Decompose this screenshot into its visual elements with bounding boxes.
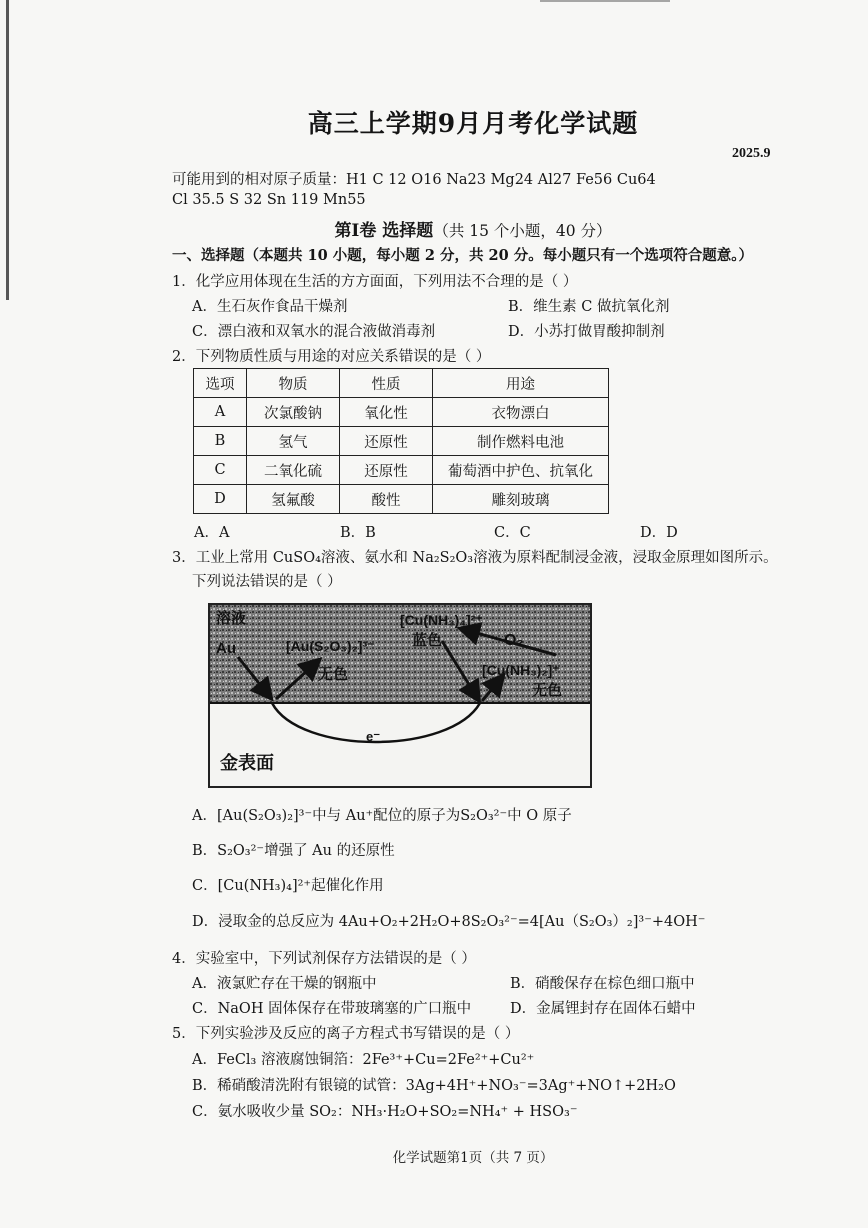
q2-table bbox=[193, 368, 609, 514]
q2-stem: 2．下列物质性质与用途的对应关系错误的是（ ） bbox=[172, 349, 491, 365]
q4-option-c: C．NaOH 固体保存在带玻璃塞的广口瓶中 bbox=[192, 1001, 472, 1017]
table-row bbox=[194, 485, 609, 514]
table-cell: D bbox=[194, 485, 247, 514]
section-note: （共 15 个小题，40 分） bbox=[433, 222, 612, 240]
label-cu-diammine: [Cu(NH₃)₂]⁺ bbox=[482, 662, 560, 678]
q3-option-a: A．[Au(S₂O₃)₂]³⁻中与 Au⁺配位的原子为S₂O₃²⁻中 O 原子 bbox=[192, 808, 572, 824]
q2-option-c: C．C bbox=[494, 525, 531, 541]
table-cell: 氢气 bbox=[247, 427, 340, 456]
table-cell: A bbox=[194, 398, 247, 427]
exam-title: 高三上学期9月月考化学试题 bbox=[307, 109, 639, 138]
table-row bbox=[194, 427, 609, 456]
gold-leaching-diagram bbox=[210, 605, 590, 786]
q3-option-c: C．[Cu(NH₃)₄]²⁺起催化作用 bbox=[192, 878, 384, 894]
table-cell: 二氧化硫 bbox=[247, 456, 340, 485]
table-cell: 氧化性 bbox=[340, 398, 433, 427]
q4-option-a: A．液氯贮存在干燥的钢瓶中 bbox=[192, 976, 377, 992]
part-one-title: 一、选择题（本题共 10 小题，每小题 2 分，共 20 分。每小题只有一个选项符合题意。） bbox=[172, 247, 753, 264]
q3-option-d: D．浸取金的总反应为 4Au+O₂+2H₂O+8S₂O₃²⁻=4[Au（S₂O₃）₂]³⁻+4OH⁻ bbox=[192, 914, 706, 930]
q1-option-d: D．小苏打做胃酸抑制剂 bbox=[508, 324, 665, 340]
table-cell: 氢氟酸 bbox=[247, 485, 340, 514]
q2-option-d: D．D bbox=[640, 525, 678, 541]
q1-option-a: A．生石灰作食品干燥剂 bbox=[192, 299, 348, 315]
q5-option-a: A．FeCl₃ 溶液腐蚀铜箔：2Fe³⁺+Cu=2Fe²⁺+Cu²⁺ bbox=[192, 1052, 535, 1068]
gold-leaching-figure bbox=[208, 603, 592, 788]
label-cu-blue: 蓝色 bbox=[412, 632, 443, 649]
table-header-cell: 用途 bbox=[433, 369, 609, 398]
table-cell: 葡萄酒中护色、抗氧化 bbox=[433, 456, 609, 485]
table-cell: 酸性 bbox=[340, 485, 433, 514]
label-cu-colorless: 无色 bbox=[532, 682, 563, 699]
atomic-masses-line-1: 可能用到的相对原子质量：H1 C 12 O16 Na23 Mg24 Al27 Fe56 Cu64 bbox=[172, 172, 656, 188]
q1-option-b: B．维生素 C 做抗氧化剂 bbox=[508, 299, 670, 315]
section-title: 第Ⅰ卷 选择题 bbox=[334, 221, 434, 241]
table-cell: 还原性 bbox=[340, 427, 433, 456]
label-au-colorless: 无色 bbox=[318, 666, 349, 683]
label-au-complex: [Au(S₂O₃)₂]³⁻ bbox=[286, 638, 375, 654]
table-cell: 雕刻玻璃 bbox=[433, 485, 609, 514]
exam-date: 2025.9 bbox=[732, 146, 771, 161]
label-o2: O₂ bbox=[504, 632, 524, 649]
table-header-row bbox=[194, 369, 609, 398]
table-header-cell: 选项 bbox=[194, 369, 247, 398]
table-cell: B bbox=[194, 427, 247, 456]
atomic-masses-line-2: Cl 35.5 S 32 Sn 119 Mn55 bbox=[172, 192, 366, 208]
gold-region bbox=[210, 704, 590, 786]
scan-edge-left bbox=[6, 0, 9, 300]
label-solution: 溶液 bbox=[216, 610, 247, 627]
q2-option-a: A．A bbox=[194, 525, 230, 541]
table-cell: 衣物漂白 bbox=[433, 398, 609, 427]
q1-option-c: C．漂白液和双氧水的混合液做消毒剂 bbox=[192, 324, 436, 340]
q1-stem: 1．化学应用体现在生活的方方面面，下列用法不合理的是（ ） bbox=[172, 274, 578, 290]
page-footer: 化学试题第1页（共 7 页） bbox=[392, 1150, 554, 1166]
table-row bbox=[194, 398, 609, 427]
table-cell: 次氯酸钠 bbox=[247, 398, 340, 427]
q3-stem-line-1: 3．工业上常用 CuSO₄溶液、氨水和 Na₂S₂O₃溶液为原料配制浸金液，浸取金原理如图所示。 bbox=[172, 550, 778, 566]
q5-option-b: B．稀硝酸清洗附有银镜的试管：3Ag+4H⁺+NO₃⁻=3Ag⁺+NO↑+2H₂O bbox=[192, 1078, 676, 1094]
section-heading bbox=[0, 216, 868, 241]
table-cell: C bbox=[194, 456, 247, 485]
label-cu-tetraammine: [Cu(NH₃)₄]²⁺ bbox=[400, 612, 483, 628]
table-cell: 制作燃料电池 bbox=[433, 427, 609, 456]
table-header-cell: 性质 bbox=[340, 369, 433, 398]
q4-stem: 4．实验室中，下列试剂保存方法错误的是（ ） bbox=[172, 951, 476, 967]
q2-option-b: B．B bbox=[340, 525, 376, 541]
q4-option-b: B．硝酸保存在棕色细口瓶中 bbox=[510, 976, 695, 992]
q3-option-b: B．S₂O₃²⁻增强了 Au 的还原性 bbox=[192, 843, 395, 859]
q3-stem-line-2: 下列说法错误的是（ ） bbox=[192, 574, 342, 590]
table-header-cell: 物质 bbox=[247, 369, 340, 398]
q5-option-c: C．氨水吸收少量 SO₂：NH₃·H₂O+SO₂=NH₄⁺ + HSO₃⁻ bbox=[192, 1104, 578, 1120]
label-gold-surface: 金表面 bbox=[220, 753, 274, 773]
scan-edge-top bbox=[540, 0, 670, 2]
label-au: Au bbox=[216, 640, 236, 657]
table-cell: 还原性 bbox=[340, 456, 433, 485]
q5-stem: 5．下列实验涉及反应的离子方程式书写错误的是（ ） bbox=[172, 1026, 520, 1042]
q4-option-d: D．金属锂封存在固体石蜡中 bbox=[510, 1001, 696, 1017]
table-row bbox=[194, 456, 609, 485]
label-electron: e⁻ bbox=[366, 729, 381, 744]
